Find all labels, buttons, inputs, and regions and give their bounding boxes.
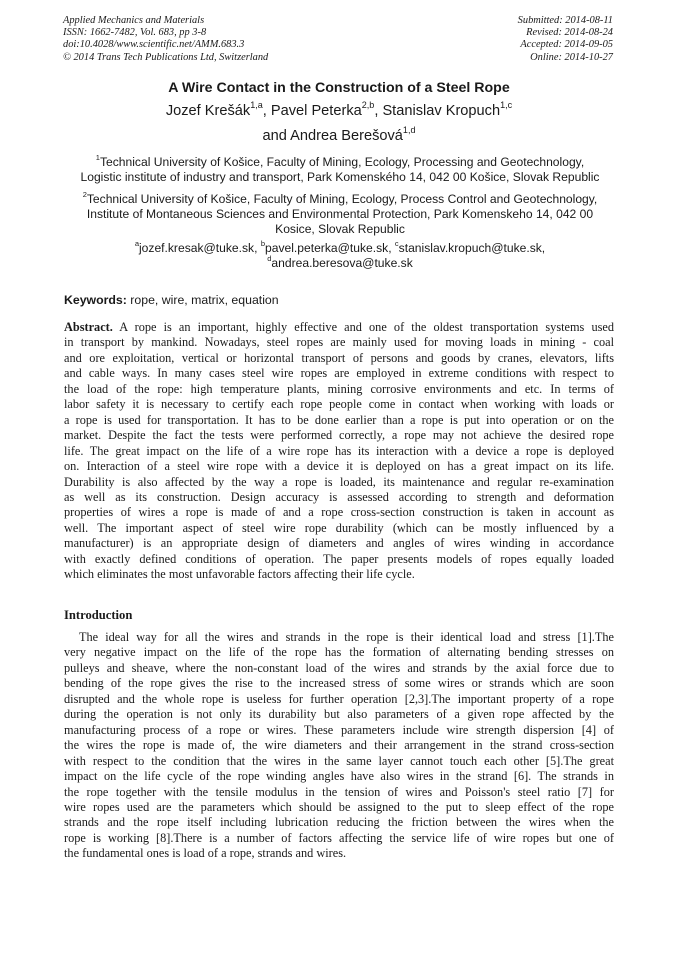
author-name: Andrea Berešová <box>290 128 403 144</box>
introduction-text <box>64 630 614 862</box>
author-sup: 2,b <box>361 99 375 110</box>
email-link[interactable]: stanislav.kropuch@tuke.sk, <box>398 241 546 255</box>
author-and: and <box>262 128 287 144</box>
abstract-line: well. The important aspect of steel wire rope durability (which can be mostly influenced by a <box>64 520 614 535</box>
email-line <box>50 253 630 271</box>
affiliation-line <box>50 189 630 207</box>
copyright-line: © 2014 Trans Tech Publications Ltd, Switzerland <box>63 51 269 63</box>
paragraph-line: impact on the life cycle of the rope winding angles have also wires in the strand [6]. The strands in <box>64 769 614 784</box>
section-heading-introduction: Introduction <box>64 608 133 622</box>
author-name: Jozef Krešák <box>165 103 251 119</box>
abstract <box>64 320 614 583</box>
paragraph-line: wire ropes used are the parameters which should be assigned to the put to sleep effect of the rope <box>64 799 614 814</box>
email-sup: d <box>267 253 272 263</box>
author-emails <box>50 238 630 271</box>
affiliation-text: Technical University of Košice, Faculty of Mining, Ecology, Process Control and Geotechnology, <box>86 192 598 206</box>
affiliation-2 <box>50 189 630 237</box>
abstract-line: life. The great impact on the life of a wire rope has its interaction with a device a rope is deployed <box>64 443 614 458</box>
journal-name: Applied Mechanics and Materials <box>63 15 205 26</box>
abstract-line: properties of wires a rope is made of and a rope cross-section construction is taken in account as <box>64 505 614 520</box>
abstract-line: Durability is also affected by the way a rope is loaded, its maintenance and regular re-examination <box>64 474 614 489</box>
accepted-date: Accepted: 2014-09-05 <box>520 39 613 51</box>
paragraph-line: The ideal way for all the wires and strands in the rope is their identical load and stress [1].The <box>79 630 614 644</box>
author-line-1: Jozef Krešák$^{1,a}$, Pavel Peterka$^{2,b}$, Stanislav Kropuch$^{1,c}$ <box>165 99 513 119</box>
abstract-label: Abstract. <box>64 320 113 334</box>
abstract-line <box>64 320 614 335</box>
paragraph-line: very negative impact on the life of the rope has the formation of alternating bending stresses on <box>64 645 614 660</box>
email-line <box>50 238 630 256</box>
paragraph-line: the fundamental ones is load of a rope, strands and wires. <box>64 846 347 861</box>
email-sup: c <box>394 238 399 248</box>
affiliation-line: Logistic institute of industry and transport, Park Komenského 14, 042 00 Košice, Slovak Republic <box>80 170 600 184</box>
abstract-line: manufacturer) is an appropriate design of diameters and angles of wires winding in accordance <box>64 536 614 551</box>
affiliation-line: Institute of Montaneous Sciences and Environmental Protection, Park Komenskeho 14, 042 00 <box>86 207 594 221</box>
abstract-text: A rope is an important, highly effective and one of the oldest transportation systems used <box>112 320 614 334</box>
email-sup: a <box>134 238 139 248</box>
author-sup: 1,d <box>402 124 416 135</box>
affiliation-sup: 2 <box>82 189 87 199</box>
affiliation-sup: 1 <box>95 152 100 162</box>
abstract-line: a rope is used for transportation. It has to be done earlier than a rope is put into operation or on the <box>64 412 614 427</box>
submission-dates <box>518 15 613 64</box>
affiliation-line <box>50 152 630 170</box>
paragraph-line: the rope together with the tensile modulus in the tension of wires and Poisson's steel ratio [7] for <box>64 784 614 799</box>
keywords <box>64 293 279 307</box>
paragraph-line: rope is working [8].There is a number of factors affecting the service life of wire ropes but one of <box>64 830 614 845</box>
abstract-line: labor safety it is necessary to certify each rope people come in contact when working with loads or <box>64 397 614 412</box>
email-link[interactable]: pavel.peterka@tuke.sk, <box>265 241 395 255</box>
abstract-line: which eliminates the most unfavorable factors affecting their life cycle. <box>64 567 415 582</box>
doi-line: doi:10.4028/www.scientific.net/AMM.683.3 <box>63 39 245 51</box>
abstract-line: market. Despite the fact the tests were performed correctly, a rope may not achieve the desired rope <box>64 428 614 443</box>
abstract-line: in transport by mankind. Nowadays, steel ropes are mainly used for moving loads in mining - coal <box>64 335 614 350</box>
paragraph-line: the wires the rope is made of, the wire diameters and their arrangement in the strand cross-section <box>64 738 614 753</box>
author-name: Pavel Peterka <box>270 103 362 119</box>
abstract-line: and cable ways. In many cases steel wire ropes are employed in extreme conditions with respect to <box>64 366 614 381</box>
affiliation-line: Kosice, Slovak Republic <box>275 222 405 236</box>
author-sup: 1,a <box>250 99 263 110</box>
paragraph-line: pulleys and sheave, where the non-constant load of the wires and strands by the axial force due to <box>64 660 614 675</box>
paragraph-line: manufacturing process of a rope or wires. These parameters include wire strength dispersion [4] of <box>64 722 614 737</box>
online-date: Online: 2014-10-27 <box>530 51 613 63</box>
paragraph-line: bending of the rope gives the rise to the increased stress of some wires or strands which are soon <box>64 676 614 691</box>
journal-info <box>63 15 268 64</box>
paragraph-line: with respect to the condition that the wires in the same layer cannot touch each other [5].The great <box>64 753 614 768</box>
author-sup: 1,c <box>500 99 513 110</box>
revised-date: Revised: 2014-08-24 <box>526 27 613 39</box>
email-link[interactable]: jozef.kresak@tuke.sk, <box>138 241 261 255</box>
affiliation-text: Technical University of Košice, Faculty of Mining, Ecology, Processing and Geotechnology, <box>99 155 585 169</box>
author-line-2 <box>0 124 678 144</box>
paragraph-line: disrupted and the whole rope is useless for further operation [2,3].The important property of a rope <box>64 691 614 706</box>
keywords-label: Keywords: <box>64 293 127 307</box>
abstract-line: on. Interaction of a steel wire rope with a device it is deployed on has a great impact on its life. <box>64 459 614 474</box>
affiliation-1 <box>50 152 630 185</box>
abstract-line: and ore exploitation, vertical or horizontal transport of persons and goods by cranes, elevators, lifts <box>64 350 614 365</box>
author-name: Stanislav Kropuch <box>382 103 501 119</box>
keywords-text: rope, wire, matrix, equation <box>126 293 279 307</box>
abstract-line: as well as its construction. Design accuracy is assessed according to strength and deformation <box>64 489 614 504</box>
paper-title: A Wire Contact in the Construction of a Steel Rope <box>168 80 510 96</box>
email-sup: b <box>260 238 265 248</box>
issn-line: ISSN: 1662-7482, Vol. 683, pp 3-8 <box>63 27 207 39</box>
abstract-line: with exactly defined conditions of operation. The paper presents models of ropes equally loaded <box>64 551 614 566</box>
paragraph-line: during the operation is not only its durability but also parameters of a given rope affected by the <box>64 707 614 722</box>
abstract-line: the load of the rope: high temperature plants, mining corrosive environments and etc. In terms of <box>64 381 614 396</box>
paragraph-line: strands and the rope itself including lubrication reducing the friction between the wires when the <box>64 815 614 830</box>
submitted-date: Submitted: 2014-08-11 <box>517 15 613 26</box>
email-link[interactable]: andrea.beresova@tuke.sk <box>271 256 413 270</box>
